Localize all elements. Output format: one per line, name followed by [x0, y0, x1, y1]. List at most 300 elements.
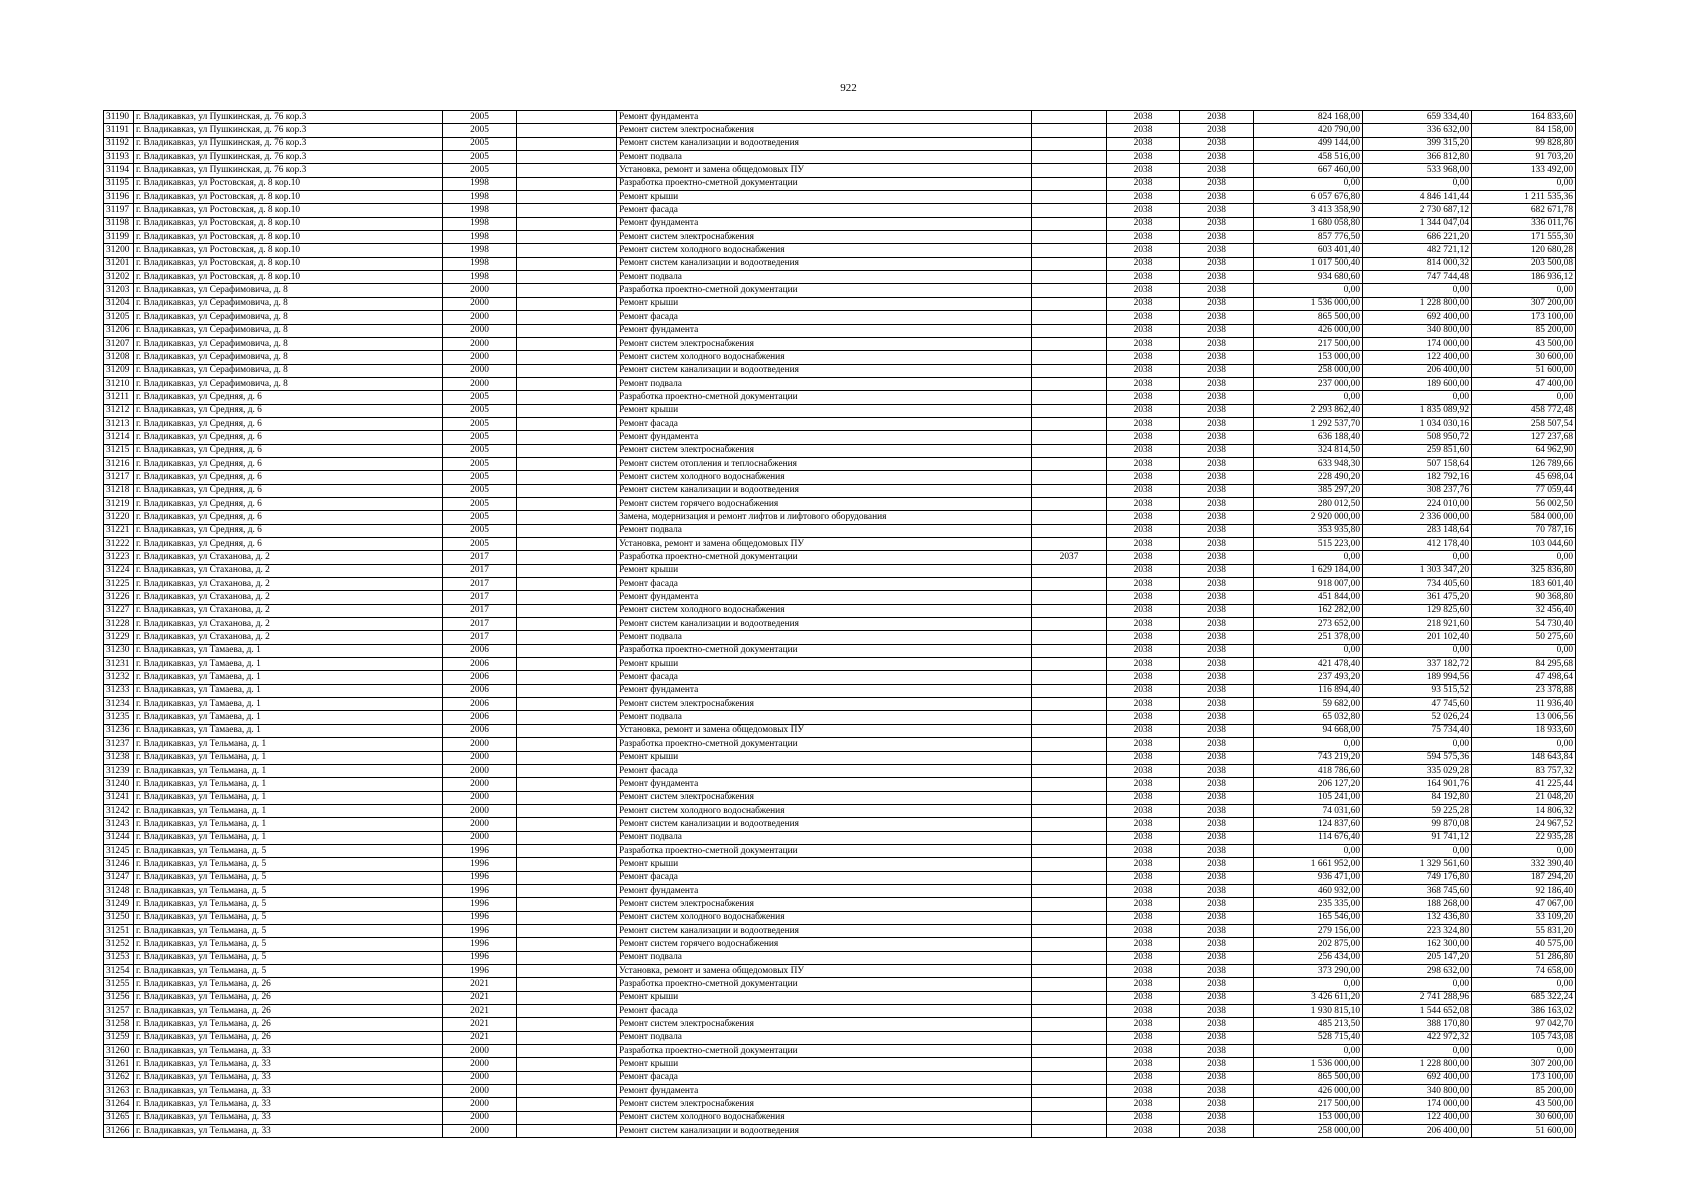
owner-cost-cell: 336 011,76	[1472, 217, 1576, 230]
empty-cell-cell	[517, 351, 617, 364]
fund-cost-cell: 188 268,00	[1363, 898, 1472, 911]
row-number-cell: 31262	[104, 1071, 134, 1084]
table-row	[104, 858, 1576, 871]
address-cell: г. Владикавказ, ул Серафимовича, д. 8	[134, 284, 443, 297]
table-row	[104, 978, 1576, 991]
address-cell: г. Владикавказ, ул Пушкинская, д. 76 кор.3	[134, 124, 443, 137]
total-cost-cell: 1 629 184,00	[1254, 564, 1363, 577]
address-cell: г. Владикавказ, ул Средняя, д. 6	[134, 484, 443, 497]
address-cell: г. Владикавказ, ул Тельмана, д. 1	[134, 751, 443, 764]
total-cost-cell: 2 293 862,40	[1254, 404, 1363, 417]
owner-cost-cell: 0,00	[1472, 644, 1576, 657]
end-year-cell: 2038	[1180, 804, 1254, 817]
plan-year-cell	[1032, 164, 1107, 177]
owner-cost-cell: 24 967,52	[1472, 818, 1576, 831]
fund-cost-cell: 336 632,00	[1363, 124, 1472, 137]
empty-cell-cell	[517, 431, 617, 444]
plan-year-cell	[1032, 991, 1107, 1004]
end-year-cell: 2038	[1180, 551, 1254, 564]
empty-cell-cell	[517, 951, 617, 964]
fund-cost-cell: 533 968,00	[1363, 164, 1472, 177]
address-cell: г. Владикавказ, ул Тельмана, д. 26	[134, 1005, 443, 1018]
table-row	[104, 738, 1576, 751]
total-cost-cell: 0,00	[1254, 978, 1363, 991]
row-number-cell: 31224	[104, 564, 134, 577]
plan-year-cell	[1032, 511, 1107, 524]
owner-cost-cell: 47 498,64	[1472, 671, 1576, 684]
end-year-cell: 2038	[1180, 351, 1254, 364]
table-row	[104, 257, 1576, 270]
row-number-cell: 31221	[104, 524, 134, 537]
owner-cost-cell: 0,00	[1472, 978, 1576, 991]
empty-cell-cell	[517, 1058, 617, 1071]
end-year-cell: 2038	[1180, 604, 1254, 617]
table-row	[104, 951, 1576, 964]
start-year-cell: 2038	[1107, 844, 1180, 857]
work-type-cell: Ремонт подвала	[617, 271, 1032, 284]
end-year-cell: 2038	[1180, 377, 1254, 390]
end-year-cell: 2038	[1180, 711, 1254, 724]
address-cell: г. Владикавказ, ул Тельмана, д. 5	[134, 898, 443, 911]
fund-cost-cell: 340 800,00	[1363, 1085, 1472, 1098]
plan-year-cell	[1032, 924, 1107, 937]
total-cost-cell: 918 007,00	[1254, 578, 1363, 591]
build-year-cell: 2017	[443, 631, 517, 644]
table-row	[104, 644, 1576, 657]
build-year-cell: 2000	[443, 831, 517, 844]
end-year-cell: 2038	[1180, 1005, 1254, 1018]
total-cost-cell: 324 814,50	[1254, 444, 1363, 457]
address-cell: г. Владикавказ, ул Тельмана, д. 1	[134, 791, 443, 804]
owner-cost-cell: 23 378,88	[1472, 684, 1576, 697]
total-cost-cell: 458 516,00	[1254, 151, 1363, 164]
fund-cost-cell: 2 730 687,12	[1363, 204, 1472, 217]
fund-cost-cell: 361 475,20	[1363, 591, 1472, 604]
start-year-cell: 2038	[1107, 1031, 1180, 1044]
work-type-cell: Ремонт систем холодного водоснабжения	[617, 471, 1032, 484]
end-year-cell: 2038	[1180, 231, 1254, 244]
row-number-cell: 31220	[104, 511, 134, 524]
row-number-cell: 31198	[104, 217, 134, 230]
empty-cell-cell	[517, 297, 617, 310]
address-cell: г. Владикавказ, ул Тельмана, д. 33	[134, 1125, 443, 1138]
start-year-cell: 2038	[1107, 711, 1180, 724]
total-cost-cell: 65 032,80	[1254, 711, 1363, 724]
build-year-cell: 2006	[443, 644, 517, 657]
owner-cost-cell: 187 294,20	[1472, 871, 1576, 884]
start-year-cell: 2038	[1107, 738, 1180, 751]
total-cost-cell: 0,00	[1254, 738, 1363, 751]
plan-year-cell	[1032, 804, 1107, 817]
plan-year-cell	[1032, 324, 1107, 337]
row-number-cell: 31254	[104, 965, 134, 978]
empty-cell-cell	[517, 244, 617, 257]
row-number-cell: 31257	[104, 1005, 134, 1018]
fund-cost-cell: 182 792,16	[1363, 471, 1472, 484]
table-row	[104, 1005, 1576, 1018]
row-number-cell: 31238	[104, 751, 134, 764]
start-year-cell: 2038	[1107, 911, 1180, 924]
fund-cost-cell: 749 176,80	[1363, 871, 1472, 884]
fund-cost-cell: 47 745,60	[1363, 698, 1472, 711]
start-year-cell: 2038	[1107, 1125, 1180, 1138]
plan-year-cell	[1032, 738, 1107, 751]
plan-year-cell	[1032, 351, 1107, 364]
table-row	[104, 124, 1576, 137]
row-number-cell: 31227	[104, 604, 134, 617]
plan-year-cell	[1032, 377, 1107, 390]
empty-cell-cell	[517, 1018, 617, 1031]
build-year-cell: 2005	[443, 431, 517, 444]
row-number-cell: 31253	[104, 951, 134, 964]
table-row	[104, 311, 1576, 324]
end-year-cell: 2038	[1180, 618, 1254, 631]
start-year-cell: 2038	[1107, 351, 1180, 364]
work-type-cell: Ремонт крыши	[617, 658, 1032, 671]
plan-year-cell	[1032, 284, 1107, 297]
address-cell: г. Владикавказ, ул Серафимовича, д. 8	[134, 311, 443, 324]
table-row	[104, 217, 1576, 230]
end-year-cell: 2038	[1180, 364, 1254, 377]
work-type-cell: Ремонт крыши	[617, 564, 1032, 577]
total-cost-cell: 258 000,00	[1254, 1125, 1363, 1138]
fund-cost-cell: 747 744,48	[1363, 271, 1472, 284]
end-year-cell: 2038	[1180, 684, 1254, 697]
row-number-cell: 31243	[104, 818, 134, 831]
start-year-cell: 2038	[1107, 791, 1180, 804]
total-cost-cell: 373 290,00	[1254, 965, 1363, 978]
end-year-cell: 2038	[1180, 1031, 1254, 1044]
empty-cell-cell	[517, 644, 617, 657]
fund-cost-cell: 1 228 800,00	[1363, 297, 1472, 310]
fund-cost-cell: 337 182,72	[1363, 658, 1472, 671]
plan-year-cell	[1032, 764, 1107, 777]
end-year-cell: 2038	[1180, 965, 1254, 978]
end-year-cell: 2038	[1180, 818, 1254, 831]
address-cell: г. Владикавказ, ул Ростовская, д. 8 кор.10	[134, 177, 443, 190]
end-year-cell: 2038	[1180, 884, 1254, 897]
end-year-cell: 2038	[1180, 738, 1254, 751]
empty-cell-cell	[517, 484, 617, 497]
owner-cost-cell: 43 500,00	[1472, 337, 1576, 350]
plan-year-cell	[1032, 938, 1107, 951]
work-type-cell: Ремонт систем канализации и водоотведения	[617, 484, 1032, 497]
row-number-cell: 31223	[104, 551, 134, 564]
empty-cell-cell	[517, 271, 617, 284]
address-cell: г. Владикавказ, ул Тельмана, д. 26	[134, 1018, 443, 1031]
work-type-cell: Ремонт фундамента	[617, 778, 1032, 791]
start-year-cell: 2038	[1107, 604, 1180, 617]
total-cost-cell: 667 460,00	[1254, 164, 1363, 177]
row-number-cell: 31210	[104, 377, 134, 390]
fund-cost-cell: 164 901,76	[1363, 778, 1472, 791]
owner-cost-cell: 164 833,60	[1472, 111, 1576, 124]
end-year-cell: 2038	[1180, 844, 1254, 857]
empty-cell-cell	[517, 818, 617, 831]
table-row	[104, 471, 1576, 484]
work-type-cell: Ремонт фундамента	[617, 684, 1032, 697]
address-cell: г. Владикавказ, ул Стаханова, д. 2	[134, 578, 443, 591]
build-year-cell: 2006	[443, 658, 517, 671]
build-year-cell: 2005	[443, 538, 517, 551]
address-cell: г. Владикавказ, ул Тамаева, д. 1	[134, 644, 443, 657]
table-row	[104, 831, 1576, 844]
fund-cost-cell: 0,00	[1363, 978, 1472, 991]
build-year-cell: 2000	[443, 337, 517, 350]
table-row	[104, 511, 1576, 524]
build-year-cell: 2005	[443, 404, 517, 417]
address-cell: г. Владикавказ, ул Тельмана, д. 1	[134, 804, 443, 817]
fund-cost-cell: 162 300,00	[1363, 938, 1472, 951]
empty-cell-cell	[517, 991, 617, 1004]
address-cell: г. Владикавказ, ул Тельмана, д. 33	[134, 1111, 443, 1124]
start-year-cell: 2038	[1107, 524, 1180, 537]
start-year-cell: 2038	[1107, 578, 1180, 591]
fund-cost-cell: 201 102,40	[1363, 631, 1472, 644]
empty-cell-cell	[517, 791, 617, 804]
table-row	[104, 1018, 1576, 1031]
total-cost-cell: 153 000,00	[1254, 1111, 1363, 1124]
build-year-cell: 2000	[443, 804, 517, 817]
work-type-cell: Ремонт систем электроснабжения	[617, 337, 1032, 350]
owner-cost-cell: 43 500,00	[1472, 1098, 1576, 1111]
start-year-cell: 2038	[1107, 831, 1180, 844]
end-year-cell: 2038	[1180, 257, 1254, 270]
plan-year-cell	[1032, 244, 1107, 257]
total-cost-cell: 124 837,60	[1254, 818, 1363, 831]
total-cost-cell: 3 413 358,90	[1254, 204, 1363, 217]
fund-cost-cell: 0,00	[1363, 177, 1472, 190]
plan-year-cell	[1032, 204, 1107, 217]
fund-cost-cell: 340 800,00	[1363, 324, 1472, 337]
work-type-cell: Установка, ремонт и замена общедомовых ПУ	[617, 724, 1032, 737]
total-cost-cell: 426 000,00	[1254, 1085, 1363, 1098]
empty-cell-cell	[517, 231, 617, 244]
empty-cell-cell	[517, 1085, 617, 1098]
end-year-cell: 2038	[1180, 124, 1254, 137]
total-cost-cell: 633 948,30	[1254, 457, 1363, 470]
fund-cost-cell: 122 400,00	[1363, 1111, 1472, 1124]
build-year-cell: 2017	[443, 564, 517, 577]
plan-year-cell	[1032, 431, 1107, 444]
table-row	[104, 564, 1576, 577]
empty-cell-cell	[517, 618, 617, 631]
row-number-cell: 31235	[104, 711, 134, 724]
row-number-cell: 31197	[104, 204, 134, 217]
table-row	[104, 965, 1576, 978]
plan-year-cell	[1032, 898, 1107, 911]
build-year-cell: 2005	[443, 164, 517, 177]
plan-year-cell	[1032, 965, 1107, 978]
table-row	[104, 658, 1576, 671]
total-cost-cell: 1 930 815,10	[1254, 1005, 1363, 1018]
end-year-cell: 2038	[1180, 204, 1254, 217]
owner-cost-cell: 584 000,00	[1472, 511, 1576, 524]
work-type-cell: Установка, ремонт и замена общедомовых ПУ	[617, 965, 1032, 978]
total-cost-cell: 105 241,00	[1254, 791, 1363, 804]
end-year-cell: 2038	[1180, 698, 1254, 711]
plan-year-cell	[1032, 337, 1107, 350]
start-year-cell: 2038	[1107, 324, 1180, 337]
end-year-cell: 2038	[1180, 644, 1254, 657]
work-type-cell: Ремонт фундамента	[617, 111, 1032, 124]
end-year-cell: 2038	[1180, 791, 1254, 804]
start-year-cell: 2038	[1107, 457, 1180, 470]
work-type-cell: Ремонт систем канализации и водоотведения	[617, 1125, 1032, 1138]
work-type-cell: Ремонт подвала	[617, 1031, 1032, 1044]
owner-cost-cell: 47 400,00	[1472, 377, 1576, 390]
empty-cell-cell	[517, 471, 617, 484]
address-cell: г. Владикавказ, ул Стаханова, д. 2	[134, 591, 443, 604]
owner-cost-cell: 127 237,68	[1472, 431, 1576, 444]
row-number-cell: 31203	[104, 284, 134, 297]
fund-cost-cell: 0,00	[1363, 551, 1472, 564]
total-cost-cell: 217 500,00	[1254, 337, 1363, 350]
fund-cost-cell: 0,00	[1363, 738, 1472, 751]
work-type-cell: Ремонт систем канализации и водоотведения	[617, 137, 1032, 150]
row-number-cell: 31247	[104, 871, 134, 884]
row-number-cell: 31193	[104, 151, 134, 164]
table-row	[104, 337, 1576, 350]
end-year-cell: 2038	[1180, 284, 1254, 297]
work-type-cell: Ремонт фундамента	[617, 884, 1032, 897]
work-type-cell: Ремонт фундамента	[617, 431, 1032, 444]
plan-year-cell	[1032, 391, 1107, 404]
total-cost-cell: 0,00	[1254, 284, 1363, 297]
start-year-cell: 2038	[1107, 858, 1180, 871]
build-year-cell: 2017	[443, 604, 517, 617]
empty-cell-cell	[517, 924, 617, 937]
start-year-cell: 2038	[1107, 618, 1180, 631]
owner-cost-cell: 682 671,78	[1472, 204, 1576, 217]
work-type-cell: Ремонт систем электроснабжения	[617, 791, 1032, 804]
empty-cell-cell	[517, 738, 617, 751]
total-cost-cell: 0,00	[1254, 644, 1363, 657]
plan-year-cell	[1032, 818, 1107, 831]
empty-cell-cell	[517, 404, 617, 417]
total-cost-cell: 421 478,40	[1254, 658, 1363, 671]
table-row	[104, 497, 1576, 510]
total-cost-cell: 256 434,00	[1254, 951, 1363, 964]
start-year-cell: 2038	[1107, 591, 1180, 604]
empty-cell-cell	[517, 177, 617, 190]
build-year-cell: 1998	[443, 217, 517, 230]
row-number-cell: 31196	[104, 191, 134, 204]
fund-cost-cell: 206 400,00	[1363, 1125, 1472, 1138]
owner-cost-cell: 171 555,30	[1472, 231, 1576, 244]
fund-cost-cell: 174 000,00	[1363, 337, 1472, 350]
end-year-cell: 2038	[1180, 151, 1254, 164]
table-row	[104, 1071, 1576, 1084]
empty-cell-cell	[517, 377, 617, 390]
owner-cost-cell: 0,00	[1472, 177, 1576, 190]
fund-cost-cell: 507 158,64	[1363, 457, 1472, 470]
plan-year-cell	[1032, 844, 1107, 857]
start-year-cell: 2038	[1107, 1045, 1180, 1058]
address-cell: г. Владикавказ, ул Средняя, д. 6	[134, 524, 443, 537]
total-cost-cell: 515 223,00	[1254, 538, 1363, 551]
start-year-cell: 2038	[1107, 204, 1180, 217]
start-year-cell: 2038	[1107, 284, 1180, 297]
start-year-cell: 2038	[1107, 1098, 1180, 1111]
work-type-cell: Разработка проектно-сметной документации	[617, 844, 1032, 857]
row-number-cell: 31258	[104, 1018, 134, 1031]
build-year-cell: 2000	[443, 324, 517, 337]
build-year-cell: 2000	[443, 1125, 517, 1138]
start-year-cell: 2038	[1107, 391, 1180, 404]
plan-year-cell	[1032, 417, 1107, 430]
plan-year-cell	[1032, 404, 1107, 417]
address-cell: г. Владикавказ, ул Тельмана, д. 5	[134, 844, 443, 857]
end-year-cell: 2038	[1180, 337, 1254, 350]
build-year-cell: 2000	[443, 1085, 517, 1098]
empty-cell-cell	[517, 804, 617, 817]
empty-cell-cell	[517, 751, 617, 764]
table-row	[104, 231, 1576, 244]
plan-year-cell	[1032, 684, 1107, 697]
end-year-cell: 2038	[1180, 724, 1254, 737]
end-year-cell: 2038	[1180, 111, 1254, 124]
table-row	[104, 671, 1576, 684]
plan-year-cell	[1032, 711, 1107, 724]
empty-cell-cell	[517, 978, 617, 991]
end-year-cell: 2038	[1180, 217, 1254, 230]
plan-year-cell	[1032, 364, 1107, 377]
fund-cost-cell: 659 334,40	[1363, 111, 1472, 124]
empty-cell-cell	[517, 671, 617, 684]
total-cost-cell: 74 031,60	[1254, 804, 1363, 817]
fund-cost-cell: 122 400,00	[1363, 351, 1472, 364]
plan-year-cell	[1032, 978, 1107, 991]
build-year-cell: 2000	[443, 284, 517, 297]
start-year-cell: 2038	[1107, 698, 1180, 711]
address-cell: г. Владикавказ, ул Средняя, д. 6	[134, 471, 443, 484]
address-cell: г. Владикавказ, ул Серафимовича, д. 8	[134, 377, 443, 390]
row-number-cell: 31218	[104, 484, 134, 497]
empty-cell-cell	[517, 965, 617, 978]
plan-year-cell	[1032, 111, 1107, 124]
start-year-cell: 2038	[1107, 377, 1180, 390]
row-number-cell: 31265	[104, 1111, 134, 1124]
total-cost-cell: 0,00	[1254, 551, 1363, 564]
build-year-cell: 2021	[443, 991, 517, 1004]
owner-cost-cell: 105 743,08	[1472, 1031, 1576, 1044]
fund-cost-cell: 399 315,20	[1363, 137, 1472, 150]
table-row	[104, 1058, 1576, 1071]
work-type-cell: Установка, ремонт и замена общедомовых ПУ	[617, 538, 1032, 551]
table-row	[104, 631, 1576, 644]
owner-cost-cell: 90 368,80	[1472, 591, 1576, 604]
build-year-cell: 2005	[443, 111, 517, 124]
row-number-cell: 31241	[104, 791, 134, 804]
work-type-cell: Ремонт систем отопления и теплоснабжения	[617, 457, 1032, 470]
row-number-cell: 31259	[104, 1031, 134, 1044]
build-year-cell: 2000	[443, 1071, 517, 1084]
owner-cost-cell: 13 006,56	[1472, 711, 1576, 724]
row-number-cell: 31236	[104, 724, 134, 737]
work-type-cell: Ремонт подвала	[617, 711, 1032, 724]
fund-cost-cell: 508 950,72	[1363, 431, 1472, 444]
work-type-cell: Ремонт фундамента	[617, 324, 1032, 337]
start-year-cell: 2038	[1107, 991, 1180, 1004]
address-cell: г. Владикавказ, ул Тельмана, д. 5	[134, 858, 443, 871]
total-cost-cell: 420 790,00	[1254, 124, 1363, 137]
work-type-cell: Ремонт систем горячего водоснабжения	[617, 938, 1032, 951]
total-cost-cell: 235 335,00	[1254, 898, 1363, 911]
plan-year-cell	[1032, 457, 1107, 470]
row-number-cell: 31208	[104, 351, 134, 364]
table-row	[104, 698, 1576, 711]
